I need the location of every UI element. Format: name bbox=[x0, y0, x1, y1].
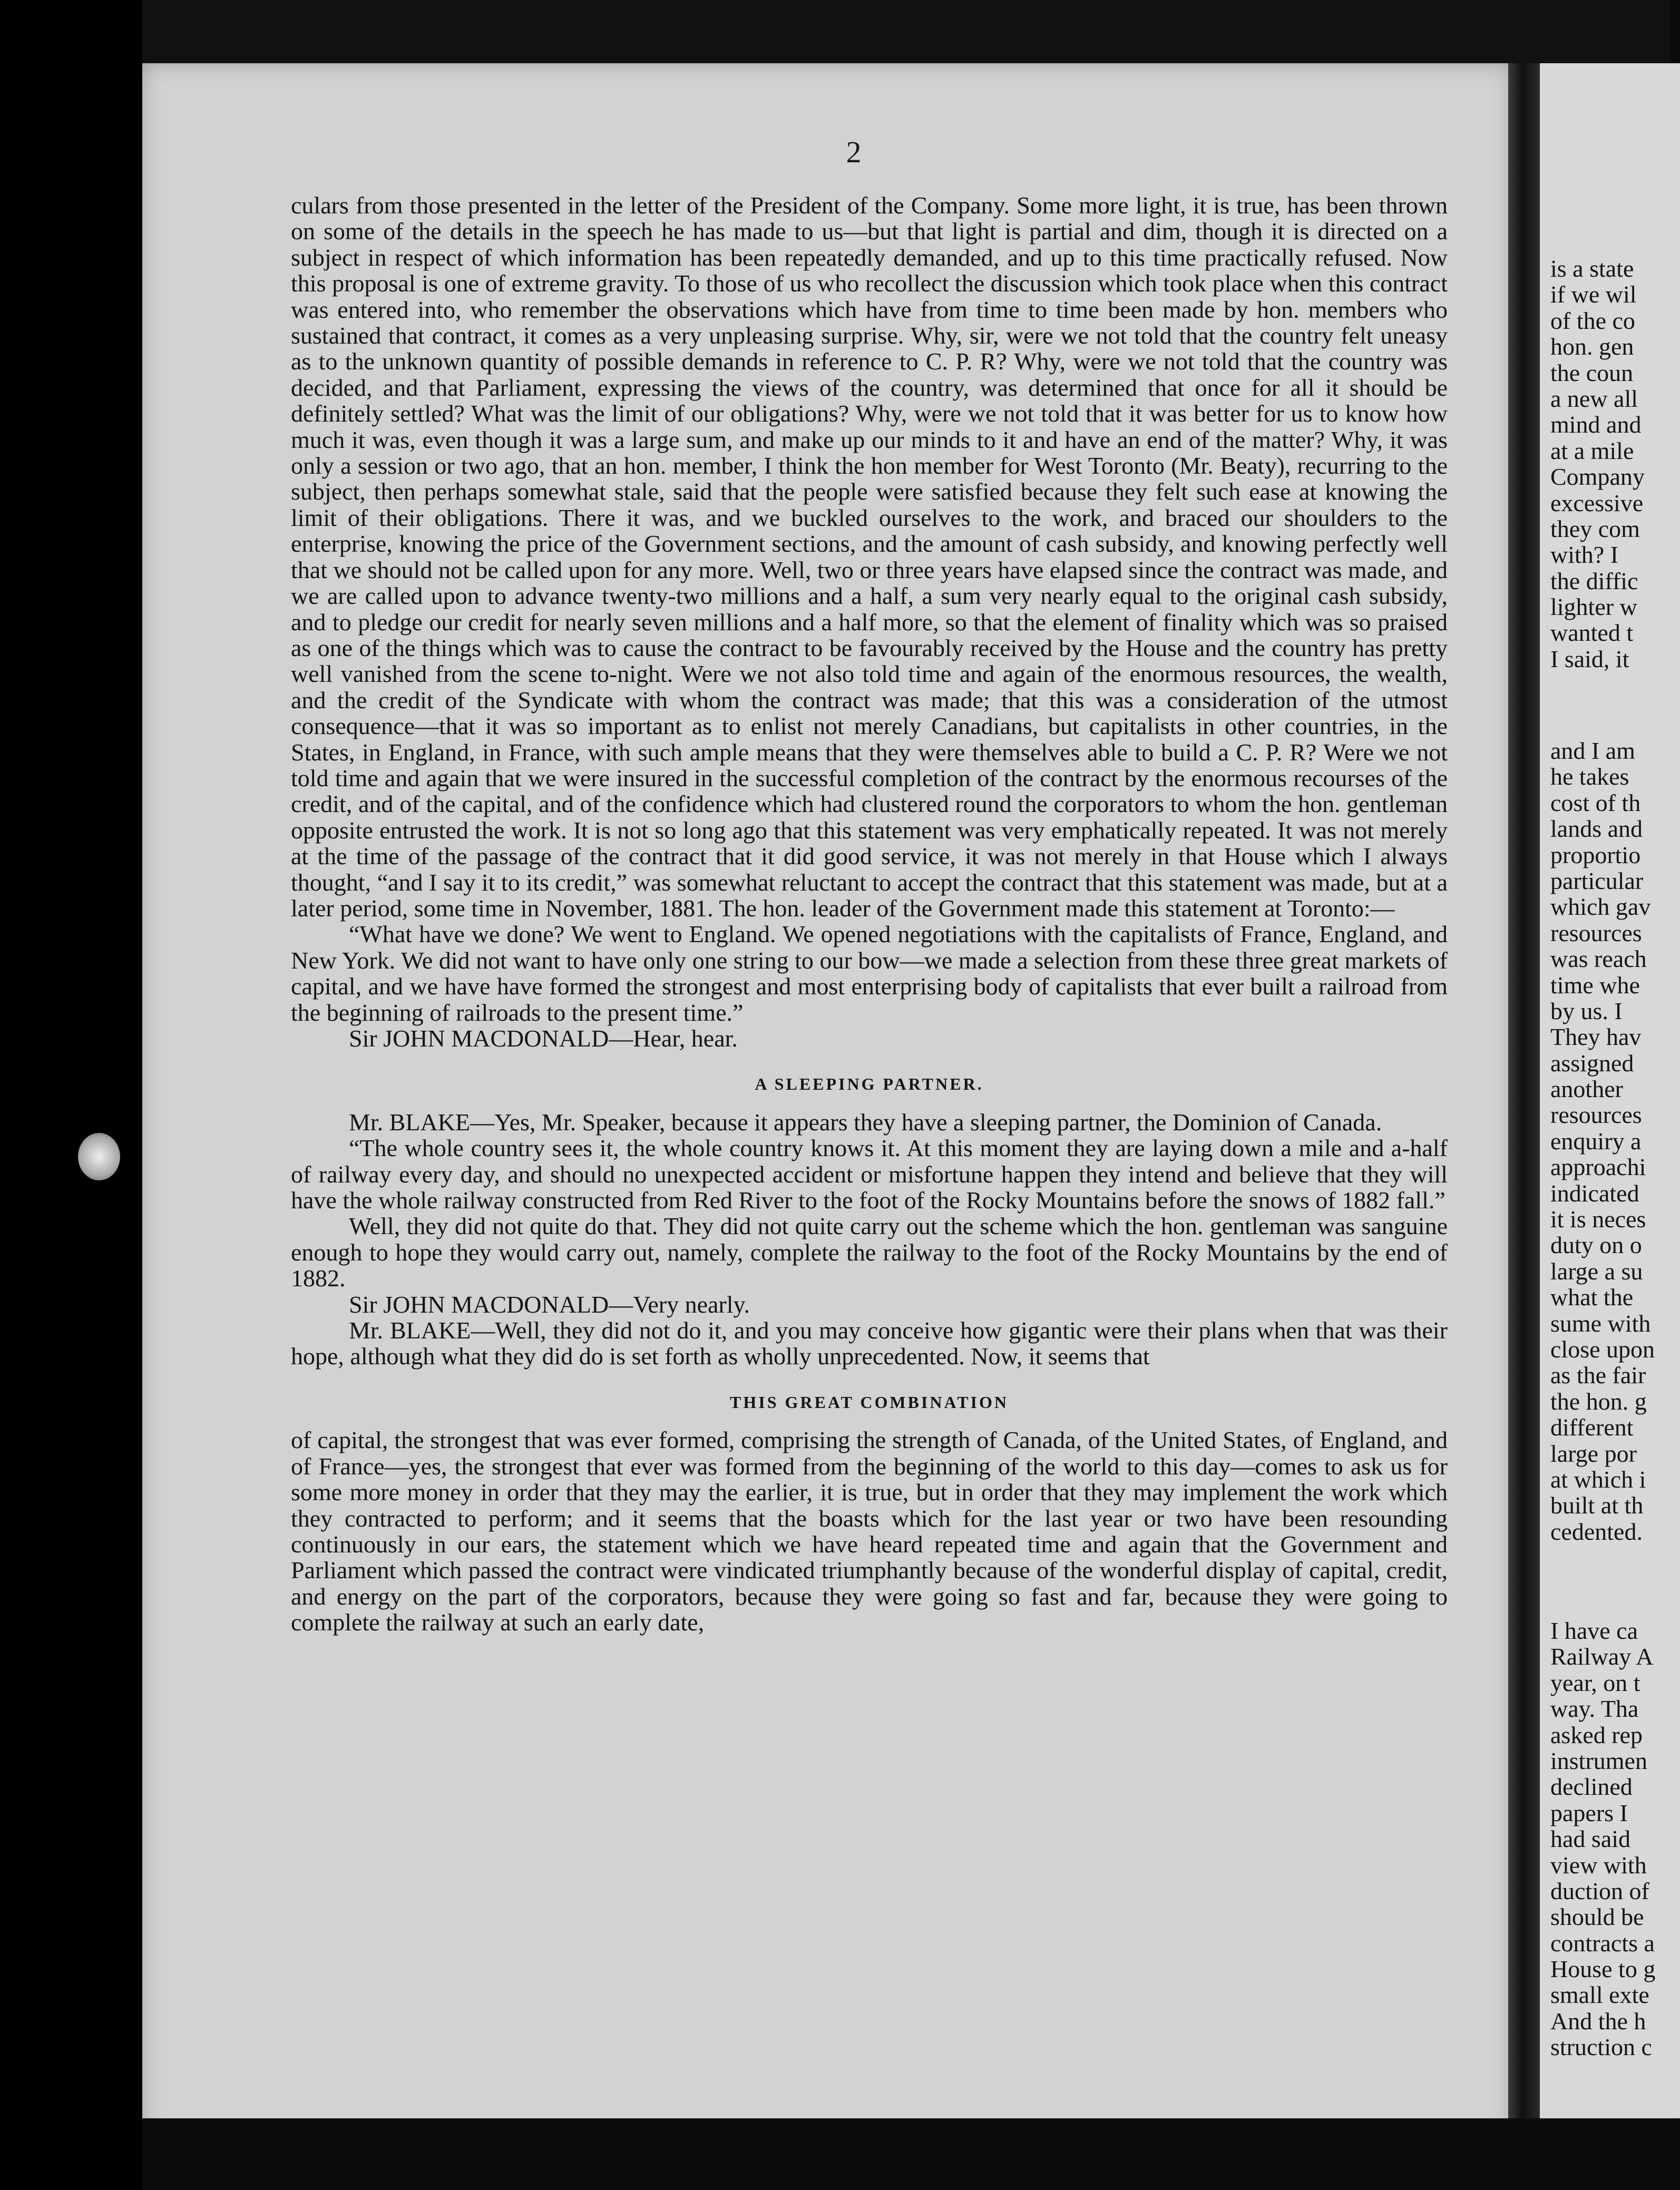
adjacent-text-line: assigned bbox=[1550, 1049, 1634, 1077]
adjacent-text-line: hon. gen bbox=[1550, 333, 1634, 360]
adjacent-text-line: House to g bbox=[1550, 1956, 1656, 1983]
adjacent-text-line: struction c bbox=[1550, 2033, 1652, 2061]
adjacent-text-line: lands and bbox=[1550, 815, 1643, 843]
main-text-column bbox=[291, 192, 1448, 1636]
paragraph-combination: of capital, the strongest that was ever formed, comprising the strength of Canada, of the United States, of England, and of France—yes, the strongest that ever was formed from the beginning of the world to this day—comes to ask us for some more money in order that they may the earlier, it is true, but in order that they may implement the work which they contracted to perform; and it seems that the boasts which for the last year or two have been resounding continuously in our ears, the statement which we have heard repeated time and again that the Government and Parliament which passed the contract were vindicated triumphantly because of the wonderful display of capital, credit, and energy on the part of the corporators, because they were going so fast and far, because they were going to complete the railway at such an early date, bbox=[291, 1426, 1448, 1636]
adjacent-text-line: year, on t bbox=[1550, 1669, 1640, 1696]
adjacent-text-line: way. Tha bbox=[1550, 1695, 1639, 1723]
adjacent-text-line: he takes bbox=[1550, 763, 1629, 790]
adjacent-text-line: time whe bbox=[1550, 971, 1640, 999]
adjacent-text-line: close upon bbox=[1550, 1335, 1655, 1363]
adjacent-text-line: I said, it bbox=[1550, 645, 1629, 672]
quote-toronto: “What have we done? We went to England. We opened negotiations with the capitalists of France, England, and New York. We did not want to have only one string to our bow—we made a selection from these three great markets of capital, and we have have formed the strongest and most enterprising body of capitalists that ever built a railroad from the beginning of railroads to the present time.” bbox=[291, 921, 1448, 1026]
adjacent-text-line: was reach bbox=[1550, 945, 1647, 973]
adjacent-text-line: built at th bbox=[1550, 1492, 1644, 1519]
adjacent-text-line: which gav bbox=[1550, 893, 1651, 921]
adjacent-text-line: duty on o bbox=[1550, 1231, 1642, 1259]
adjacent-text-line: large a su bbox=[1550, 1257, 1643, 1285]
adjacent-text-line: of the co bbox=[1550, 307, 1635, 334]
film-border-top bbox=[142, 0, 1671, 63]
adjacent-text-line: should be bbox=[1550, 1903, 1644, 1931]
adjacent-text-line: papers I bbox=[1550, 1799, 1628, 1826]
adjacent-text-line: they com bbox=[1550, 515, 1640, 542]
adjacent-text-line: a new all bbox=[1550, 385, 1638, 412]
interjection-macdonald: Sir JOHN MACDONALD—Hear, hear. bbox=[349, 1025, 738, 1052]
quote-whole-country: “The whole country sees it, the whole country knows it. At this moment they are laying down a mile and a-half of railway every day, and should no unexpected accident or misfortune happen they intend and believe that they will have the whole railway constructed from Red River to the foot of the Rocky Mountains before the snows of 1882 fall.” bbox=[291, 1135, 1448, 1214]
adjacent-text-line: particular bbox=[1550, 867, 1644, 894]
adjacent-text-line: contracts a bbox=[1550, 1929, 1655, 1957]
adjacent-text-line: if we wil bbox=[1550, 281, 1637, 308]
adjacent-text-line: it is neces bbox=[1550, 1206, 1646, 1233]
adjacent-text-line: had said bbox=[1550, 1825, 1631, 1853]
paragraph-blake-reply: Mr. BLAKE—Yes, Mr. Speaker, because it appears they have a sleeping partner, the Dominion of Canada. bbox=[349, 1108, 1382, 1136]
adjacent-text-line: instrumen bbox=[1550, 1747, 1647, 1774]
adjacent-text-line: asked rep bbox=[1550, 1721, 1643, 1748]
adjacent-text-line: duction of bbox=[1550, 1877, 1649, 1904]
adjacent-text-line: cedented. bbox=[1550, 1518, 1643, 1545]
adjacent-text-line: resources bbox=[1550, 919, 1642, 946]
adjacent-text-line: by us. I bbox=[1550, 997, 1623, 1024]
adjacent-text-block-1 bbox=[1550, 256, 1680, 672]
adjacent-text-line: another bbox=[1550, 1076, 1623, 1103]
adjacent-text-line: the diffic bbox=[1550, 567, 1638, 594]
section-heading-great-combination: THIS GREAT COMBINATION bbox=[730, 1392, 1009, 1412]
adjacent-text-line: Company bbox=[1550, 463, 1645, 491]
adjacent-text-block-2 bbox=[1550, 738, 1680, 1544]
adjacent-text-line: I have ca bbox=[1550, 1617, 1638, 1644]
adjacent-text-line: declined bbox=[1550, 1773, 1633, 1801]
adjacent-text-line: at which i bbox=[1550, 1465, 1646, 1493]
adjacent-text-line: at a mile bbox=[1550, 437, 1634, 464]
paragraph-opening: culars from those presented in the letter of the President of the Company. Some more light, it is true, has been thrown on some of the details in the speech he has made to us—but that light is partial and dim, though it is directed on a subject in respect of which information has been repeatedly demanded, and up to this time practically refused. Now this proposal is one of extreme gravity. To those of us who recollect the discussion which took place when this contract was entered into, who remember the observations which have from time to time been made by hon. members who sustained that contract, it comes as a very unpleasing surprise. Why, sir, were we not told that the country felt uneasy as to the unknown quantity of possible demands in reference to C. P. R? Why, were we not told that the country was decided, and that Parliament, expressing the views of the country, was determined that once for all it should be definitely settled? What was the limit of our obligations? Why, were we not told that it was better for us to know how much it was, even though it was a large sum, and make up our minds to it and have an end of the matter? Why, it was only a session or two ago, that an hon. member, I think the hon member for West Toronto (Mr. Beaty), recurring to the subject, then perhaps somewhat stale, said that the people were satisfied because they felt such ease at knowing the limit of their obligations. There it was, and we buckled ourselves to the work, and braced our shoulders to the enterprise, knowing the price of the Government sections, and the amount of cash subsidy, and knowing perfectly well that we should not be called upon for any more. Well, two or three years have elapsed since the contract was made, and we are called upon to advance twenty-two millions and a half, a sum very nearly equal to the original cash subsidy, and to pledge our credit for nearly seven millions and a half more, so that the element of finality which was so praised as one of the things which was to cause the contract to be favourably received by the House and the country has pretty well vanished from the scene to-night. Were we not also told time and again of the enormous resources, the wealth, and the credit of the Syndicate with whom the contract was made; that this was a consideration of the utmost consequence—that it was so important as to enlist not merely Canadians, but capitalists in other countries, in the States, in England, in France, with such ample means that they were themselves able to build a C. P. R? Were we not told time and again that we were insured in the successful completion of the contract by the enormous recourses of the credit, and of the capital, and of the confidence which had clustered round the corporators to whom the hon. gentleman opposite entrusted the work. It is not so long ago that this statement was very emphatically repeated. It was not merely at the time of the passage of the contract that it did good service, it was not merely in that House which I always thought, “and I say it to its credit,” was somewhat reluctant to accept the contract that this statement was made, but at a later period, some time in November, 1881. The hon. leader of the Government made this statement at Toronto:— bbox=[291, 192, 1448, 922]
adjacent-text-line: as the fair bbox=[1550, 1362, 1646, 1389]
scan-artifact-spot bbox=[78, 1133, 120, 1180]
adjacent-text-line: resources bbox=[1550, 1101, 1642, 1129]
adjacent-text-line: excessive bbox=[1550, 489, 1644, 516]
adjacent-text-line: mind and bbox=[1550, 411, 1642, 438]
adjacent-text-line: lighter w bbox=[1550, 593, 1637, 621]
adjacent-text-line: proportio bbox=[1550, 841, 1641, 868]
adjacent-text-line: and I am bbox=[1550, 737, 1635, 764]
adjacent-text-line: enquiry a bbox=[1550, 1127, 1642, 1155]
film-border-bottom bbox=[142, 2118, 1671, 2190]
page-number: 2 bbox=[846, 135, 862, 169]
adjacent-text-line: cost of th bbox=[1550, 789, 1641, 816]
adjacent-text-line: They hav bbox=[1550, 1023, 1642, 1051]
paragraph-gigantic-plans: Mr. BLAKE—Well, they did not do it, and you may conceive how gigantic were their plans when that was their hope, although what they did do is set forth as wholly unprecedented. Now, it seems that bbox=[291, 1317, 1448, 1370]
page-gutter bbox=[1508, 63, 1540, 2124]
adjacent-text-line: indicated bbox=[1550, 1179, 1639, 1207]
interjection-very-nearly: Sir JOHN MACDONALD—Very nearly. bbox=[349, 1290, 750, 1318]
adjacent-text-line: small exte bbox=[1550, 1981, 1649, 2009]
paragraph-not-quite: Well, they did not quite do that. They did not quite carry out the scheme which the hon. gentleman was sanguine enough to hope they would carry out, namely, complete the railway to the foot of the Rocky Mountains by the end of 1882. bbox=[291, 1213, 1448, 1292]
adjacent-text-line: sume with bbox=[1550, 1309, 1651, 1337]
adjacent-text-line: wanted t bbox=[1550, 619, 1634, 647]
film-border-left bbox=[0, 0, 158, 2190]
adjacent-text-block-3 bbox=[1550, 1618, 1680, 2060]
adjacent-text-line: view with bbox=[1550, 1851, 1647, 1879]
adjacent-text-line: Railway A bbox=[1550, 1643, 1654, 1670]
adjacent-text-line: is a state bbox=[1550, 255, 1634, 282]
adjacent-text-line: approachi bbox=[1550, 1153, 1646, 1181]
adjacent-text-line: with? I bbox=[1550, 541, 1619, 569]
section-heading-sleeping-partner: A SLEEPING PARTNER. bbox=[755, 1074, 984, 1094]
adjacent-text-line: And the h bbox=[1550, 2007, 1646, 2035]
adjacent-page-fragment bbox=[1540, 63, 1680, 2118]
adjacent-text-line: the coun bbox=[1550, 359, 1634, 386]
adjacent-text-line: what the bbox=[1550, 1284, 1634, 1311]
adjacent-text-line: large por bbox=[1550, 1440, 1637, 1467]
adjacent-text-line: different bbox=[1550, 1414, 1634, 1441]
adjacent-text-line: the hon. g bbox=[1550, 1387, 1647, 1415]
